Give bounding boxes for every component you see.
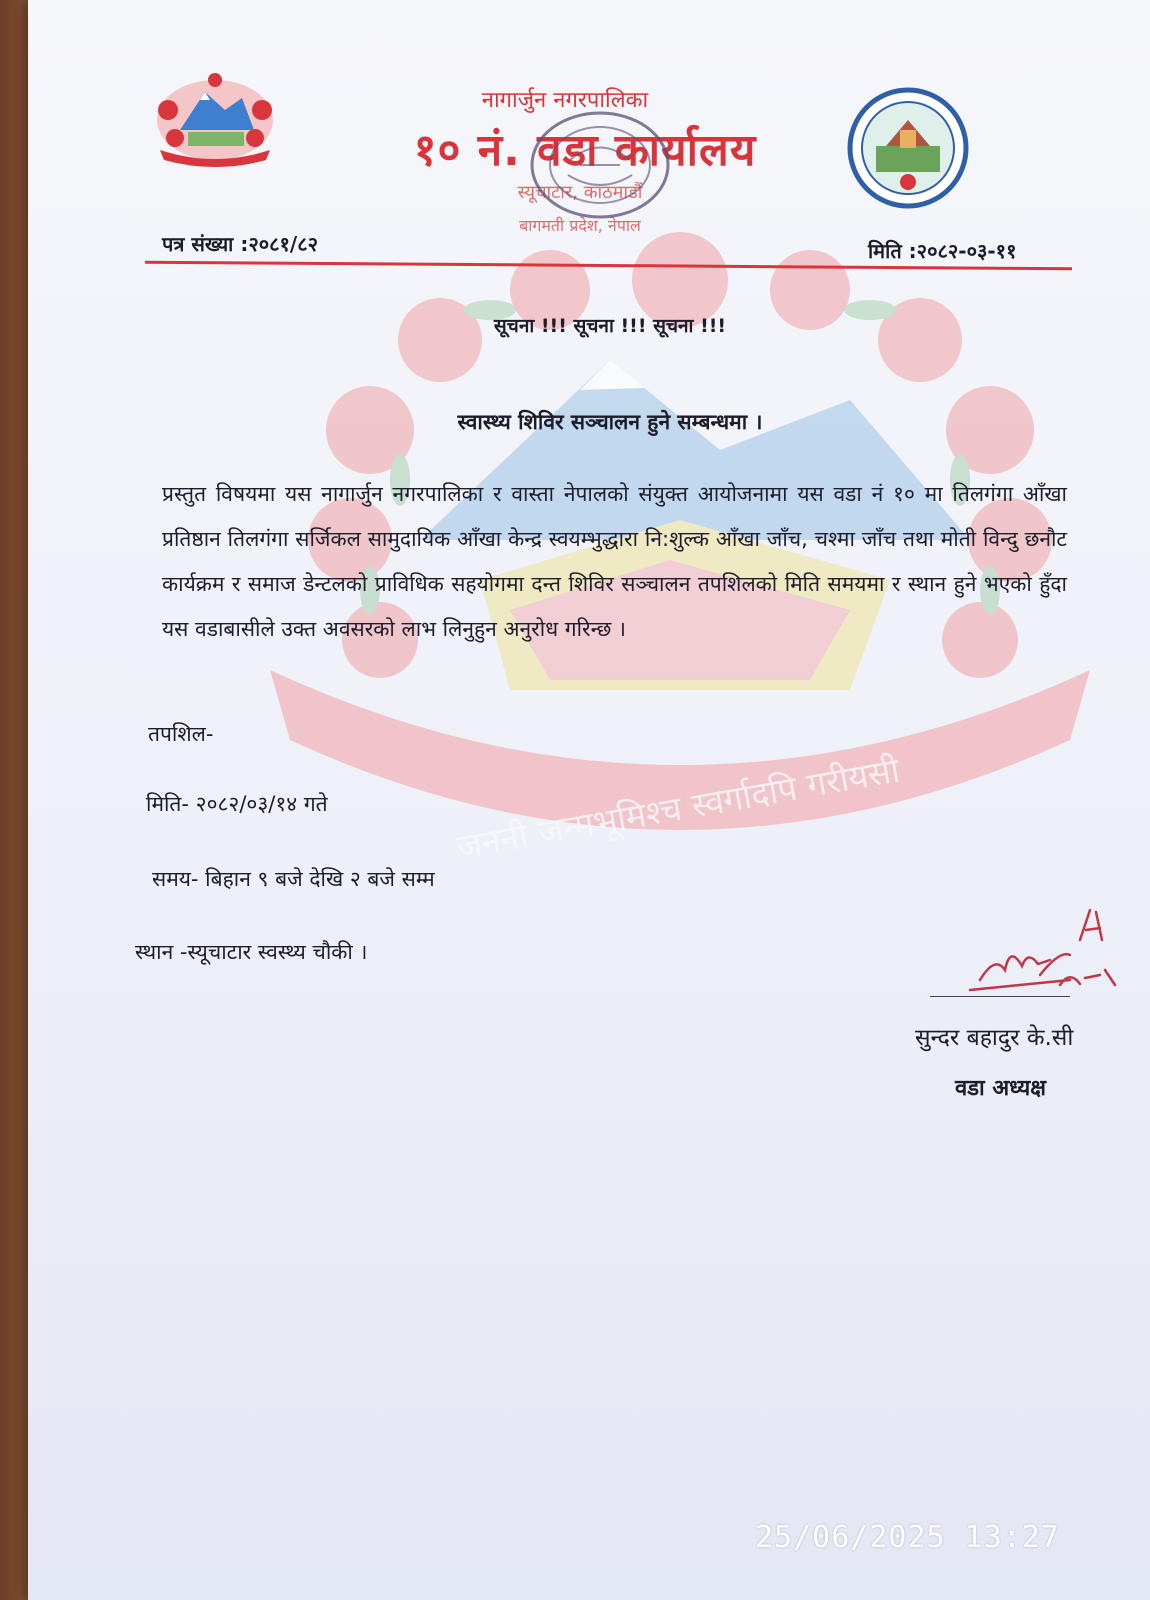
handwritten-signature xyxy=(910,900,1150,1000)
municipality-emblem xyxy=(846,86,970,210)
ward-office-title: १० नं. वडा कार्यालय xyxy=(413,125,757,176)
details-label: तपशिल- xyxy=(148,722,214,746)
notice-heading: सूचना !!! सूचना !!! सूचना !!! xyxy=(493,315,727,337)
municipality-name: नागार्जुन नगरपालिका xyxy=(481,88,649,113)
photo-timestamp: 25/06/2025 13:27 xyxy=(755,1520,1060,1555)
office-stamp xyxy=(520,105,680,235)
notice-body: प्रस्तुत विषयमा यस नागार्जुन नगरपालिका र वास्ता नेपालको संयुक्त आयोजनामा यस वडा नं १० मा तिलगंगा आँखा प्रतिष्ठान तिलगंगा सर्जिकल सामुदायिक आँखा केन्द्र स्वयम्भुद्धारा नि:शुल्क आँखा जाँच, चश्मा जाँच तथा मोती विन्दु छनौट कार्यक्रम र समाज डेन्टलको प्राविधिक सहयोगमा दन्त शिविर सञ्चालन तपशिलको मिति समयमा र स्थान हुने भएको हुँदा यस वडाबासीले उक्त अवसरको लाभ लिनुहुन अनुरोध गरिन्छ । xyxy=(162,482,1067,641)
office-location: स्यूचाटार, काठमाडौं xyxy=(517,182,643,203)
issue-date: मिति :२०८२-०३-११ xyxy=(868,239,1017,263)
svg-text:जननी जन्मभूमिश्च स्वर्गादपि गर: जननी जन्मभूमिश्च स्वर्गादपि गरीयसी xyxy=(453,750,903,868)
signature-line xyxy=(930,996,1070,997)
event-date: मिति- २०८२/०३/१४ गते xyxy=(146,792,328,816)
province-country: बागमती प्रदेश, नेपाल xyxy=(519,216,641,235)
signer-name: सुन्दर बहादुर के.सी xyxy=(915,1025,1074,1051)
notice-subject: स्वास्थ्य शिविर सञ्चालन हुने सम्बन्धमा । xyxy=(457,410,763,434)
event-time: समय- बिहान ९ बजे देखि २ बजे सम्म xyxy=(152,867,435,891)
signer-title: वडा अध्यक्ष xyxy=(955,1076,1046,1101)
event-place: स्थान -स्यूचाटार स्वस्थ्य चौकी । xyxy=(135,940,368,964)
government-emblem xyxy=(150,70,280,170)
reference-number: पत्र संख्या :२०८१/८२ xyxy=(162,232,319,256)
